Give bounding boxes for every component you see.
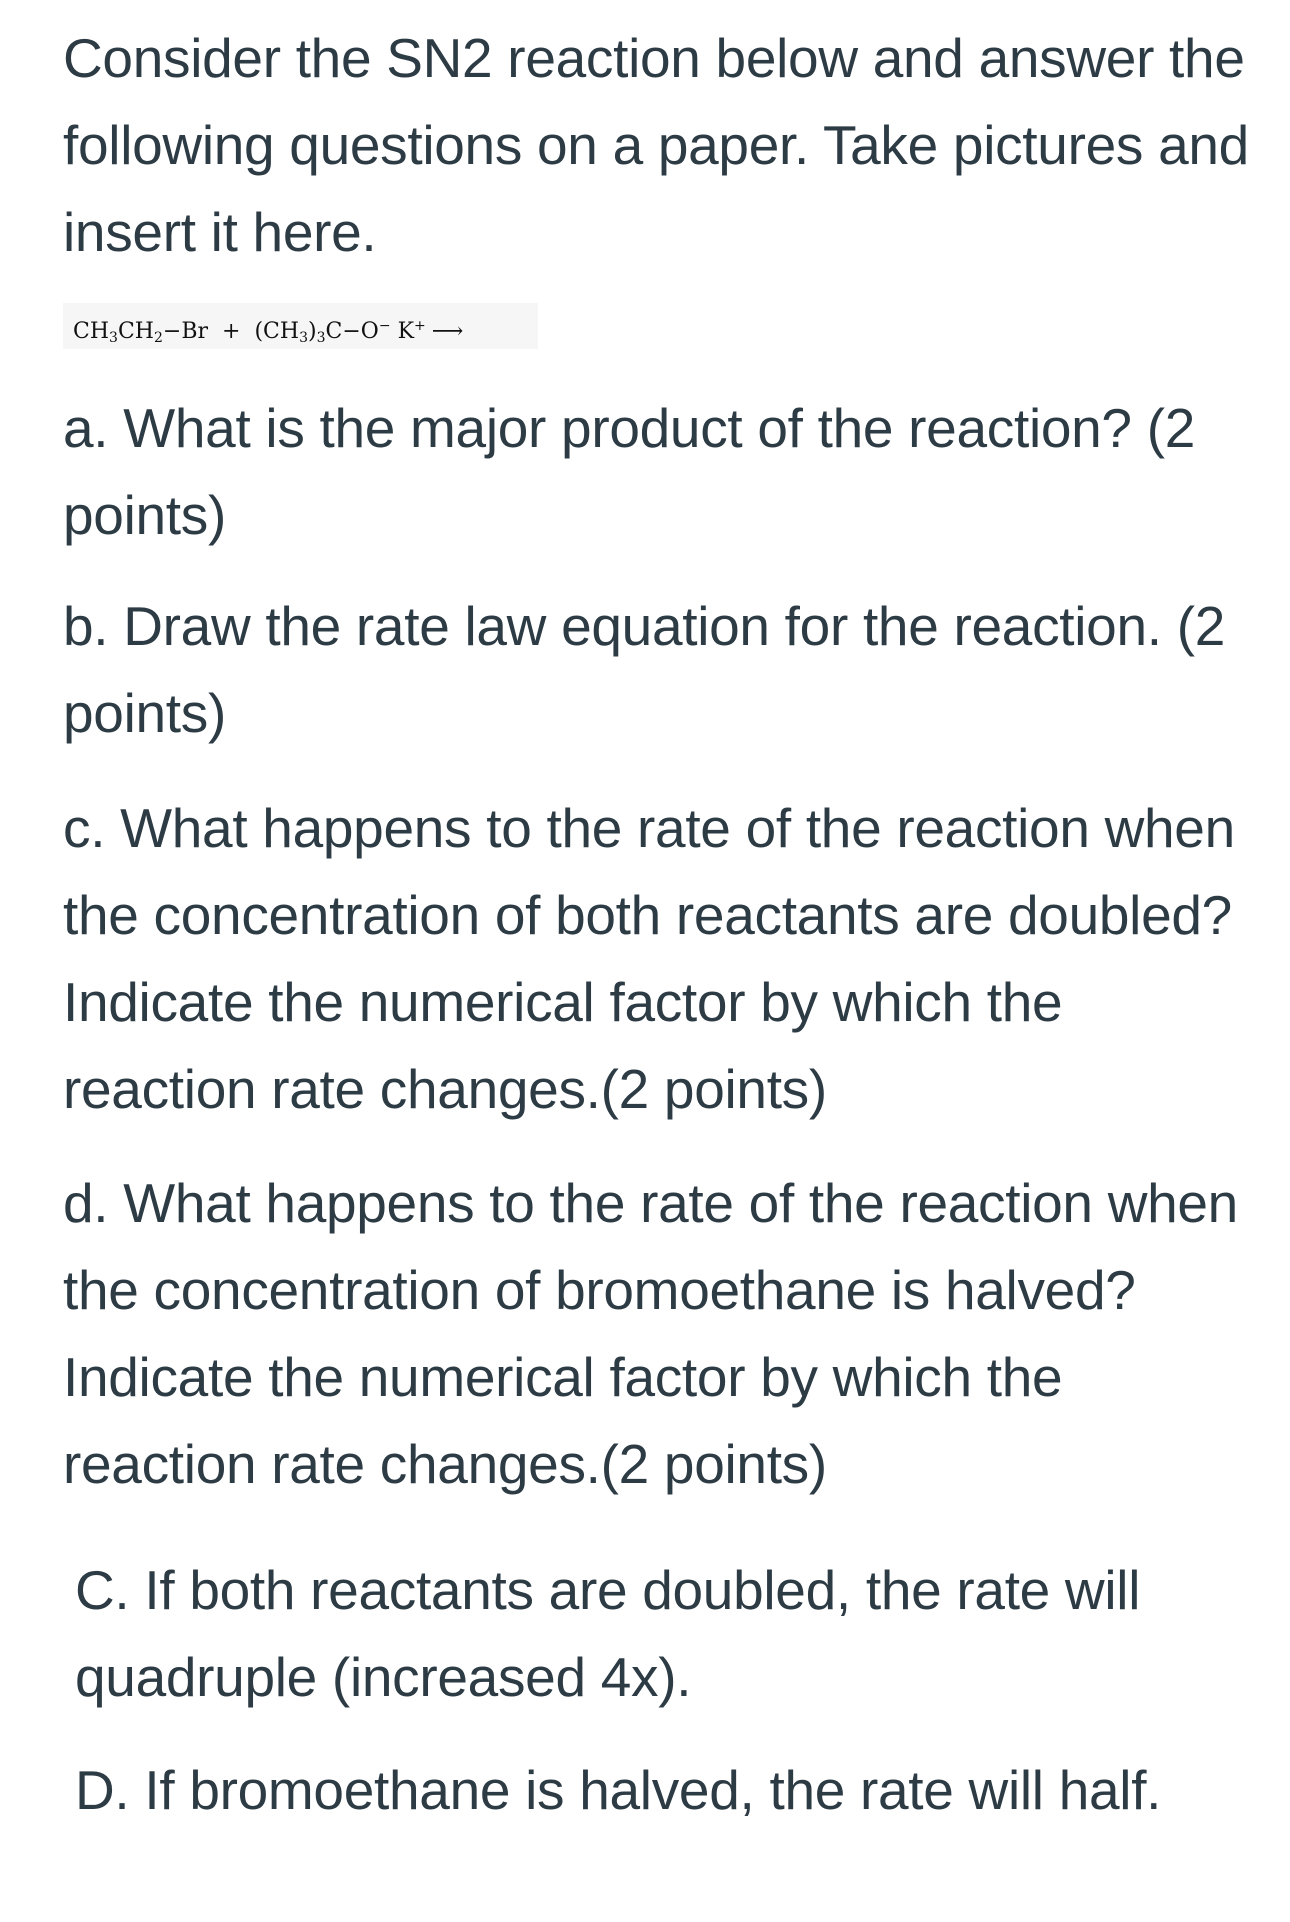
question-b: b. Draw the rate law equation for the reaction. (2 points) — [63, 595, 1226, 744]
plus-sign: + — [222, 319, 241, 344]
reactant-1: $CH_3CH_2-Br$ — [73, 319, 209, 346]
question-d: d. What happens to the rate of the reaction when the concentration of bromoethane is halved? Indicate the numerical factor by which the reaction rate changes.(2 points) — [63, 1172, 1238, 1495]
reaction-arrow: ⟶ — [431, 319, 464, 344]
answer-c: C. If both reactants are doubled, the rate will quadruple (increased 4x). — [75, 1559, 1141, 1708]
answer-d: D. If bromoethane is halved, the rate will half. — [75, 1759, 1162, 1821]
reaction-equation — [63, 303, 538, 349]
reactant-2: $(CH_3)_3C-O^-$ K+ — [254, 318, 426, 346]
intro-text: Consider the SN2 reaction below and answer the following questions on a paper. Take pictures and insert it here. — [63, 27, 1249, 263]
question-a: a. What is the major product of the reaction? (2 points) — [63, 397, 1196, 546]
question-c: c. What happens to the rate of the reaction when the concentration of both reactants are doubled? Indicate the numerical factor by which the reaction rate changes.(2 points) — [63, 797, 1235, 1120]
